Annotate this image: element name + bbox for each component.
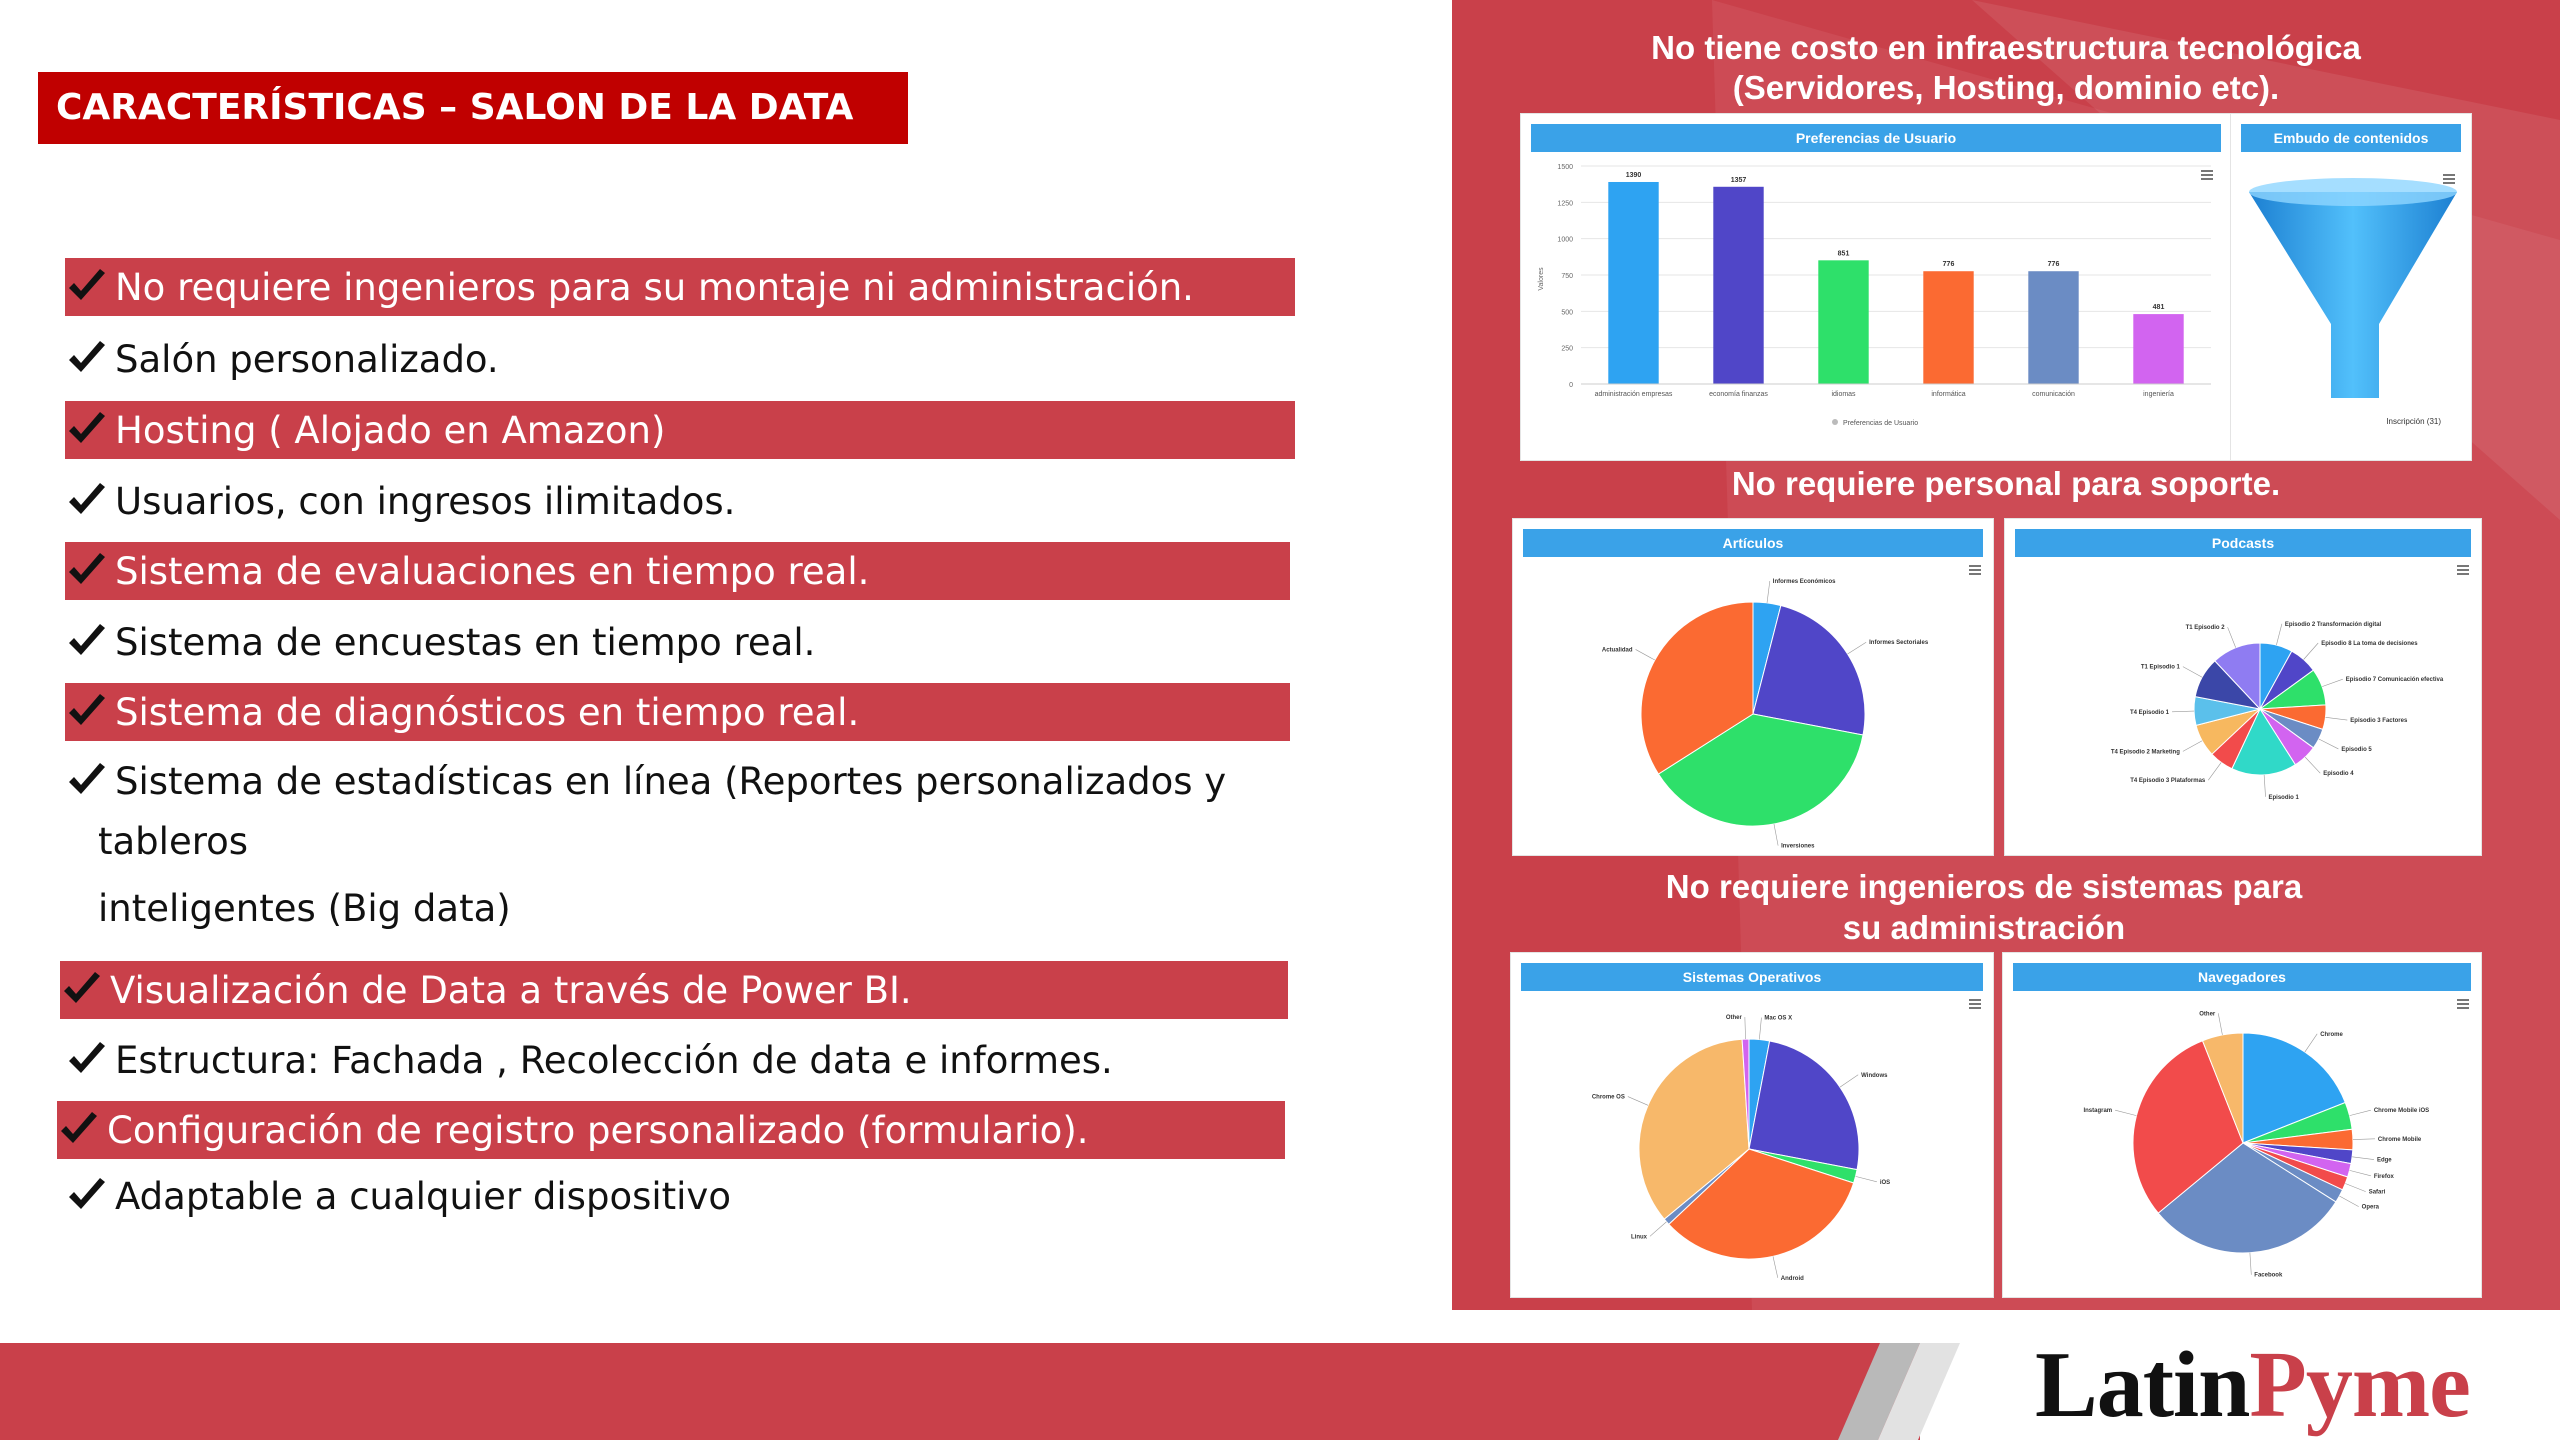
bar: [1818, 260, 1868, 384]
x-tick-label: economía finanzas: [1709, 391, 1768, 398]
pie-label: T1 Episodio 1: [2140, 664, 2180, 671]
bar-value-label: 851: [1837, 250, 1850, 258]
feature-text: Hosting ( Alojado en Amazon): [115, 408, 666, 452]
pie-label: Episodio 1: [2268, 794, 2299, 801]
x-tick-label: ingeniería: [2143, 391, 2174, 398]
check-icon: [65, 339, 109, 379]
check-icon: [65, 481, 109, 521]
bar: [1608, 182, 1658, 384]
podcasts-pie: [2005, 519, 2482, 856]
check-icon: [60, 970, 104, 1010]
feature-text: Estructura: Fachada , Recolección de data e informes.: [115, 1038, 1113, 1082]
podcasts-title: Podcasts: [2015, 529, 2471, 557]
check-icon: [65, 267, 109, 307]
caption-admin-2: su administración: [1842, 909, 2126, 946]
pie-label: Episodio 5: [2341, 746, 2372, 753]
articles-pie: [1513, 519, 1994, 856]
pie-label: Chrome Mobile: [2377, 1136, 2422, 1143]
y-tick-label: 500: [1561, 309, 1573, 317]
y-axis-label: Valores: [1538, 267, 1545, 291]
pie-label: Windows: [1861, 1072, 1888, 1079]
bar-value-label: 481: [2152, 304, 2165, 312]
feature-item: [57, 1101, 1285, 1159]
feature-continuation-2: inteligentes (Big data): [98, 887, 511, 930]
pie-label: Episodio 2 Transformación digital: [2284, 621, 2382, 628]
feature-text: Visualización de Data a través de Power BI.: [110, 968, 912, 1012]
bar-value-label: 776: [1942, 261, 1955, 269]
check-icon: [65, 551, 109, 591]
pie-label: T1 Episodio 2: [2185, 625, 2225, 632]
pie-label: Opera: [2361, 1204, 2380, 1211]
pie-label: T4 Episodio 1: [2130, 709, 2170, 716]
feature-text: No requiere ingenieros para su montaje ni administración.: [115, 265, 1194, 309]
pie-label: Edge: [2376, 1157, 2392, 1164]
feature-item: [65, 1031, 1295, 1089]
funnel-card: [2230, 113, 2472, 461]
y-tick-label: 250: [1561, 345, 1573, 353]
y-tick-label: 0: [1569, 382, 1573, 389]
feature-text: Configuración de registro personalizado (formulario).: [107, 1108, 1089, 1152]
pie-label: Mac OS X: [1764, 1015, 1793, 1022]
pie-label: Facebook: [2254, 1272, 2283, 1279]
feature-text: Salón personalizado.: [115, 337, 499, 381]
y-tick-label: 1000: [1557, 236, 1573, 244]
slide-title: CARACTERÍSTICAS – SALON DE LA DATA: [38, 72, 908, 144]
funnel-shape: [2249, 192, 2457, 398]
feature-text: Sistema de encuestas en tiempo real.: [115, 620, 816, 664]
funnel-title: Embudo de contenidos: [2241, 124, 2461, 152]
bar-value-label: 1390: [1625, 171, 1642, 179]
pie-label: Episodio 8 La toma de decisiones: [2321, 640, 2418, 647]
feature-item: [65, 613, 1295, 671]
feature-text: Sistema de estadísticas en línea (Reportes personalizados y: [115, 759, 1227, 803]
bar: [2133, 314, 2183, 384]
os-pie: [1511, 953, 1994, 1298]
pie-label: Linux: [1630, 1234, 1647, 1241]
feature-text: Usuarios, con ingresos ilimitados.: [115, 479, 736, 523]
check-icon: [57, 1110, 101, 1150]
pie-label: Informes Económicos: [1772, 579, 1836, 586]
pie-label: Other: [2199, 1011, 2216, 1018]
pie-label: Informes Sectoriales: [1869, 640, 1929, 647]
pie-label: T4 Episodio 3 Plataformas: [2130, 778, 2206, 785]
pie-label: Android: [1780, 1275, 1804, 1282]
bar-chart-title: Preferencias de Usuario: [1531, 124, 2221, 152]
check-icon: [65, 761, 109, 801]
caption-infrastructure-1: No tiene costo en infraestructura tecnológica: [1651, 29, 2361, 66]
pie-label: Chrome: [2320, 1031, 2343, 1038]
y-tick-label: 750: [1561, 273, 1573, 280]
feature-item: [65, 683, 1290, 741]
pie-label: Instagram: [2083, 1108, 2113, 1115]
feature-item: [65, 330, 1295, 388]
feature-text: Sistema de diagnósticos en tiempo real.: [115, 690, 860, 734]
feature-item: [65, 472, 1295, 530]
os-card: [1510, 952, 1994, 1298]
pie-label: Safari: [2368, 1189, 2386, 1196]
bar: [1713, 187, 1763, 384]
bottom-band: [0, 1343, 1920, 1440]
menu-icon[interactable]: [1969, 999, 1981, 1009]
feature-item: [65, 401, 1295, 459]
menu-icon[interactable]: [2443, 174, 2455, 184]
menu-icon[interactable]: [2457, 565, 2469, 575]
pie-label: Episodio 3 Factores: [2350, 718, 2408, 725]
pie-label: iOS: [1879, 1179, 1891, 1186]
legend-marker[interactable]: [1832, 419, 1838, 425]
check-icon: [65, 692, 109, 732]
x-tick-label: informática: [1931, 391, 1966, 398]
pie-slice: [1749, 1041, 1859, 1170]
feature-item: [60, 961, 1288, 1019]
browsers-pie: [2003, 953, 2482, 1298]
bar: [1923, 271, 1973, 384]
articles-title: Artículos: [1523, 529, 1983, 557]
caption-support: No requiere personal para soporte.: [1731, 465, 2281, 502]
pie-label: Firefox: [2373, 1173, 2394, 1180]
x-tick-label: idiomas: [1831, 391, 1856, 398]
check-icon: [65, 1040, 109, 1080]
x-tick-label: administración empresas: [1594, 391, 1673, 398]
pie-label: Inversiones: [1781, 843, 1815, 850]
pie-label: Other: [1725, 1015, 1742, 1022]
podcasts-card: [2004, 518, 2482, 856]
browsers-card: [2002, 952, 2482, 1298]
check-icon: [65, 1176, 109, 1216]
pie-label: T4 Episodio 2 Marketing: [2110, 749, 2180, 756]
caption-admin-1: No requiere ingenieros de sistemas para: [1665, 868, 2303, 905]
feature-item: [65, 1167, 1295, 1225]
pie-label: Episodio 7 Comunicación efectiva: [2345, 677, 2444, 684]
pie-label: Chrome Mobile iOS: [2373, 1108, 2430, 1115]
feature-item: [65, 752, 1295, 810]
menu-icon[interactable]: [1969, 565, 1981, 575]
funnel-chart: [2231, 114, 2472, 461]
caption-infrastructure-2: (Servidores, Hosting, dominio etc).: [1732, 69, 2280, 106]
latinpyme-logo: LatinPyme: [2035, 1333, 2470, 1437]
y-tick-label: 1500: [1557, 164, 1573, 171]
bar: [2028, 271, 2078, 384]
feature-item: [65, 258, 1295, 316]
menu-icon[interactable]: [2201, 170, 2213, 180]
y-tick-label: 1250: [1557, 200, 1573, 208]
os-title: Sistemas Operativos: [1521, 963, 1983, 991]
menu-icon[interactable]: [2457, 999, 2469, 1009]
feature-continuation-1: tableros: [98, 820, 249, 863]
bar-chart: [1521, 114, 2232, 461]
articles-card: [1512, 518, 1994, 856]
bar-value-label: 1357: [1730, 176, 1747, 184]
browsers-title: Navegadores: [2013, 963, 2471, 991]
funnel-label: Inscripción (31): [2386, 417, 2441, 426]
check-icon: [65, 410, 109, 450]
feature-text: Sistema de evaluaciones en tiempo real.: [115, 549, 870, 593]
x-tick-label: comunicación: [2032, 391, 2075, 398]
feature-item: [65, 542, 1290, 600]
pie-label: Actualidad: [1601, 647, 1633, 654]
pie-label: Episodio 4: [2323, 771, 2354, 778]
feature-text: Adaptable a cualquier dispositivo: [115, 1174, 731, 1218]
bar-value-label: 776: [2047, 261, 2060, 269]
pie-label: Chrome OS: [1591, 1094, 1625, 1101]
bar-chart-card: [1520, 113, 2232, 461]
legend-label[interactable]: Preferencias de Usuario: [1843, 420, 1919, 427]
check-icon: [65, 622, 109, 662]
